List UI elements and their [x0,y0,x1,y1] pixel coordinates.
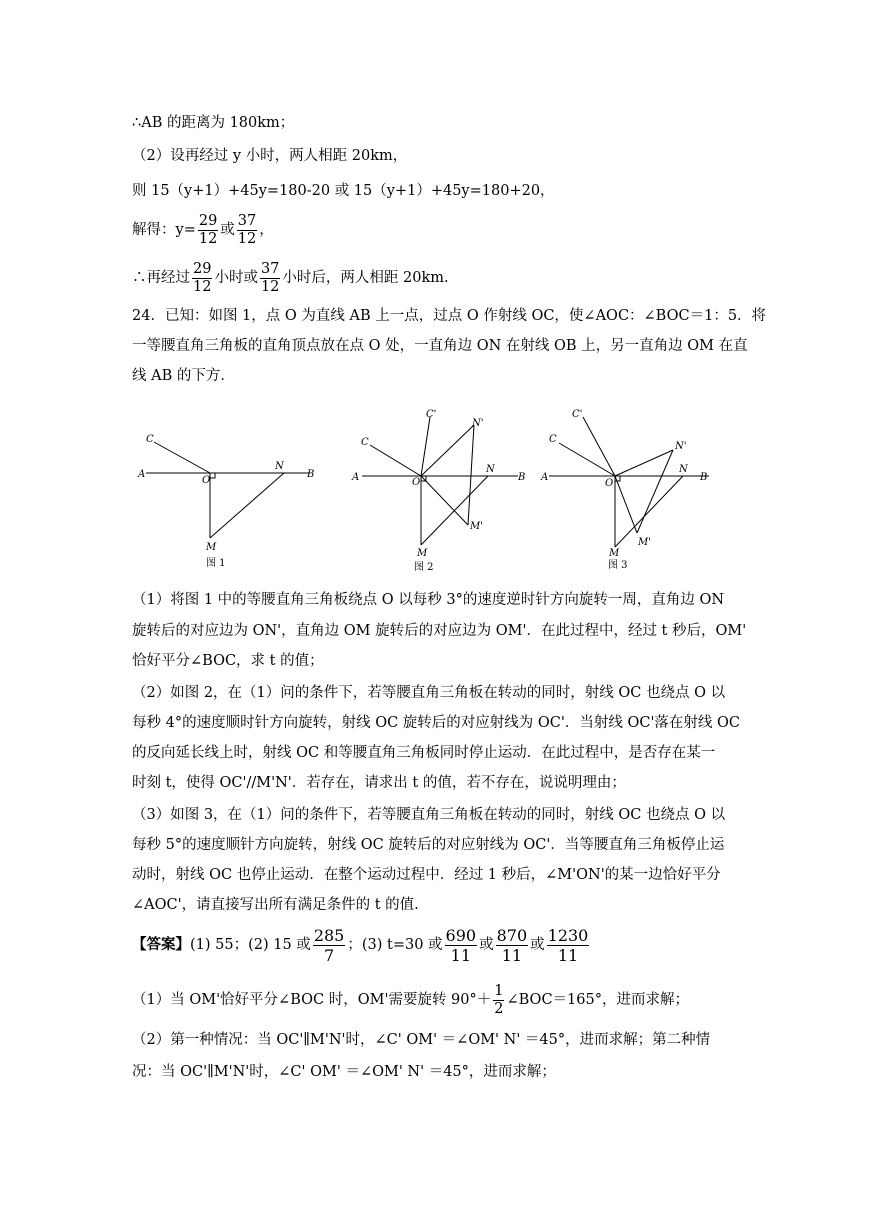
label-n-prime: N' [472,418,484,429]
label-m-prime: M' [470,521,483,532]
subquestion-3-line-3: 动时，射线 OC 也停止运动．在整个运动过程中．经过 1 秒后，∠M'ON'的某一边恰好平分 [132,867,721,883]
label-a: A [541,472,549,483]
solution-line-1: ∴AB 的距离为 180km； [132,115,295,131]
fraction-690-11: $\frac{690}{11}$ [445,925,477,965]
explanation-2-line-2: 况：当 OC'∥M'N'时，∠C' OM' ＝∠OM' N' ＝45°，进而求解； [132,1064,556,1080]
label-o: O [412,477,421,488]
label-n: N [679,464,688,475]
label-m: M [417,548,428,559]
subquestion-3-line-4: ∠AOC'，请直接写出所有满足条件的 t 的值. [132,897,419,913]
label-o: O [605,478,614,489]
figure-1-caption: 图 1 [206,558,226,569]
label-n: N [486,464,495,475]
label-c: C [361,437,369,448]
fraction-285-7: $\frac{285}{7}$ [313,925,345,965]
label-m: M [609,548,620,559]
label-a: A [138,469,146,480]
question-24-line-1: 24．已知：如图 1，点 O 为直线 AB 上一点，过点 O 作射线 OC，使∠AOC：∠BOC＝1：5．将 [132,308,767,324]
subquestion-1-line-1: （1）将图 1 中的等腰直角三角板绕点 O 以每秒 3°的速度逆时针方向旋转一周，直角边 ON [132,592,725,608]
subquestion-3-line-1: （3）如图 3，在（1）问的条件下，若等腰直角三角板在转动的同时，射线 OC 也绕点 O 以 [132,807,726,823]
figure-3-caption: 图 3 [608,560,628,571]
subquestion-1-line-2: 旋转后的对应边为 ON'，直角边 OM 旋转后的对应边为 OM'．在此过程中，经过 t 秒后，OM' [132,623,747,639]
answer-tag: 【答案】 [132,936,190,953]
explanation-2-line-1: （2）第一种情况：当 OC'∥M'N'时，∠C' OM' ＝∠OM' N' ＝45°，进而求解；第二种情 [132,1032,711,1048]
answer-line: 【答案】(1) 55；(2) 15 或 $\frac{285}{7}$ ；(3) t=30 或 $\frac{690}{11}$ 或 $\frac{870}{11}$ 或 $\frac{1230}{11}$ [132,925,589,965]
fraction-1230-11: $\frac{1230}{11}$ [547,925,589,965]
solution-line-4: 解得：y= $\frac{29}{12}$ 或 $\frac{37}{12}$ ， [132,212,274,247]
label-c-prime: C' [572,409,583,420]
fraction-29-12: $\frac{29}{12}$ [198,212,218,247]
label-a: A [352,472,360,483]
label-n-prime: N' [675,441,687,452]
label-o: O [202,475,211,486]
label-m: M [206,542,217,553]
figure-2-caption: 图 2 [414,562,434,573]
solution-line-3: 则 15（y+1）+45y=180-20 或 15（y+1）+45y=180+20， [132,183,555,199]
subquestion-3-line-2: 每秒 5°的速度顺针方向旋转，射线 OC 旋转后的对应射线为 OC'．当等腰直角三角板停止运 [132,837,725,853]
figure-3 [535,405,725,575]
label-c: C [549,434,557,445]
fraction-29-12: $\frac{29}{12}$ [193,260,212,295]
subquestion-2-line-1: （2）如图 2，在（1）问的条件下，若等腰直角三角板在转动的同时，射线 OC 也绕点 O 以 [132,685,726,701]
figure-1 [132,420,322,578]
subquestion-2-line-2: 每秒 4°的速度顺时针方向旋转，射线 OC 旋转后的对应射线为 OC'．当射线 OC'落在射线 OC [132,715,741,731]
fraction-37-12: $\frac{37}{12}$ [260,260,280,295]
question-24-line-2: 一等腰直角三角板的直角顶点放在点 O 处，一直角边 ON 在射线 OB 上，另一直角边 OM 在直 [132,338,748,354]
solution-line-5: ∴再经过 $\frac{29}{12}$ 小时或 $\frac{37}{12}$ 小时后，两人相距 20km. [132,260,449,295]
label-b: B [518,472,526,483]
question-24-line-3: 线 AB 的下方． [132,368,235,384]
fraction-1-2: $\frac{1}{2}$ [494,982,504,1017]
fraction-37-12: $\frac{37}{12}$ [237,212,257,247]
label-n: N [275,461,284,472]
label-c: C [146,434,154,445]
label-m-prime: M' [638,537,651,548]
figure-2 [348,405,538,575]
solution-line-2: （2）设再经过 y 小时，两人相距 20km， [132,148,408,164]
subquestion-2-line-3: 的反向延长线上时，射线 OC 和等腰直角三角板同时停止运动．在此过程中，是否存在某一 [132,745,716,761]
label-b: B [307,469,315,480]
label-b: B [700,472,708,483]
label-c-prime: C' [426,409,437,420]
explanation-1: （1）当 OM'恰好平分∠BOC 时，OM'需要旋转 90°＋ $\frac{1}{2}$ ∠BOC＝165°，进而求解； [132,982,689,1017]
subquestion-1-line-3: 恰好平分∠BOC，求 t 的值； [132,653,324,669]
fraction-870-11: $\frac{870}{11}$ [496,925,528,965]
subquestion-2-line-4: 时刻 t，使得 OC'//M'N'．若存在，请求出 t 的值，若不存在，说说明理由； [132,775,626,791]
